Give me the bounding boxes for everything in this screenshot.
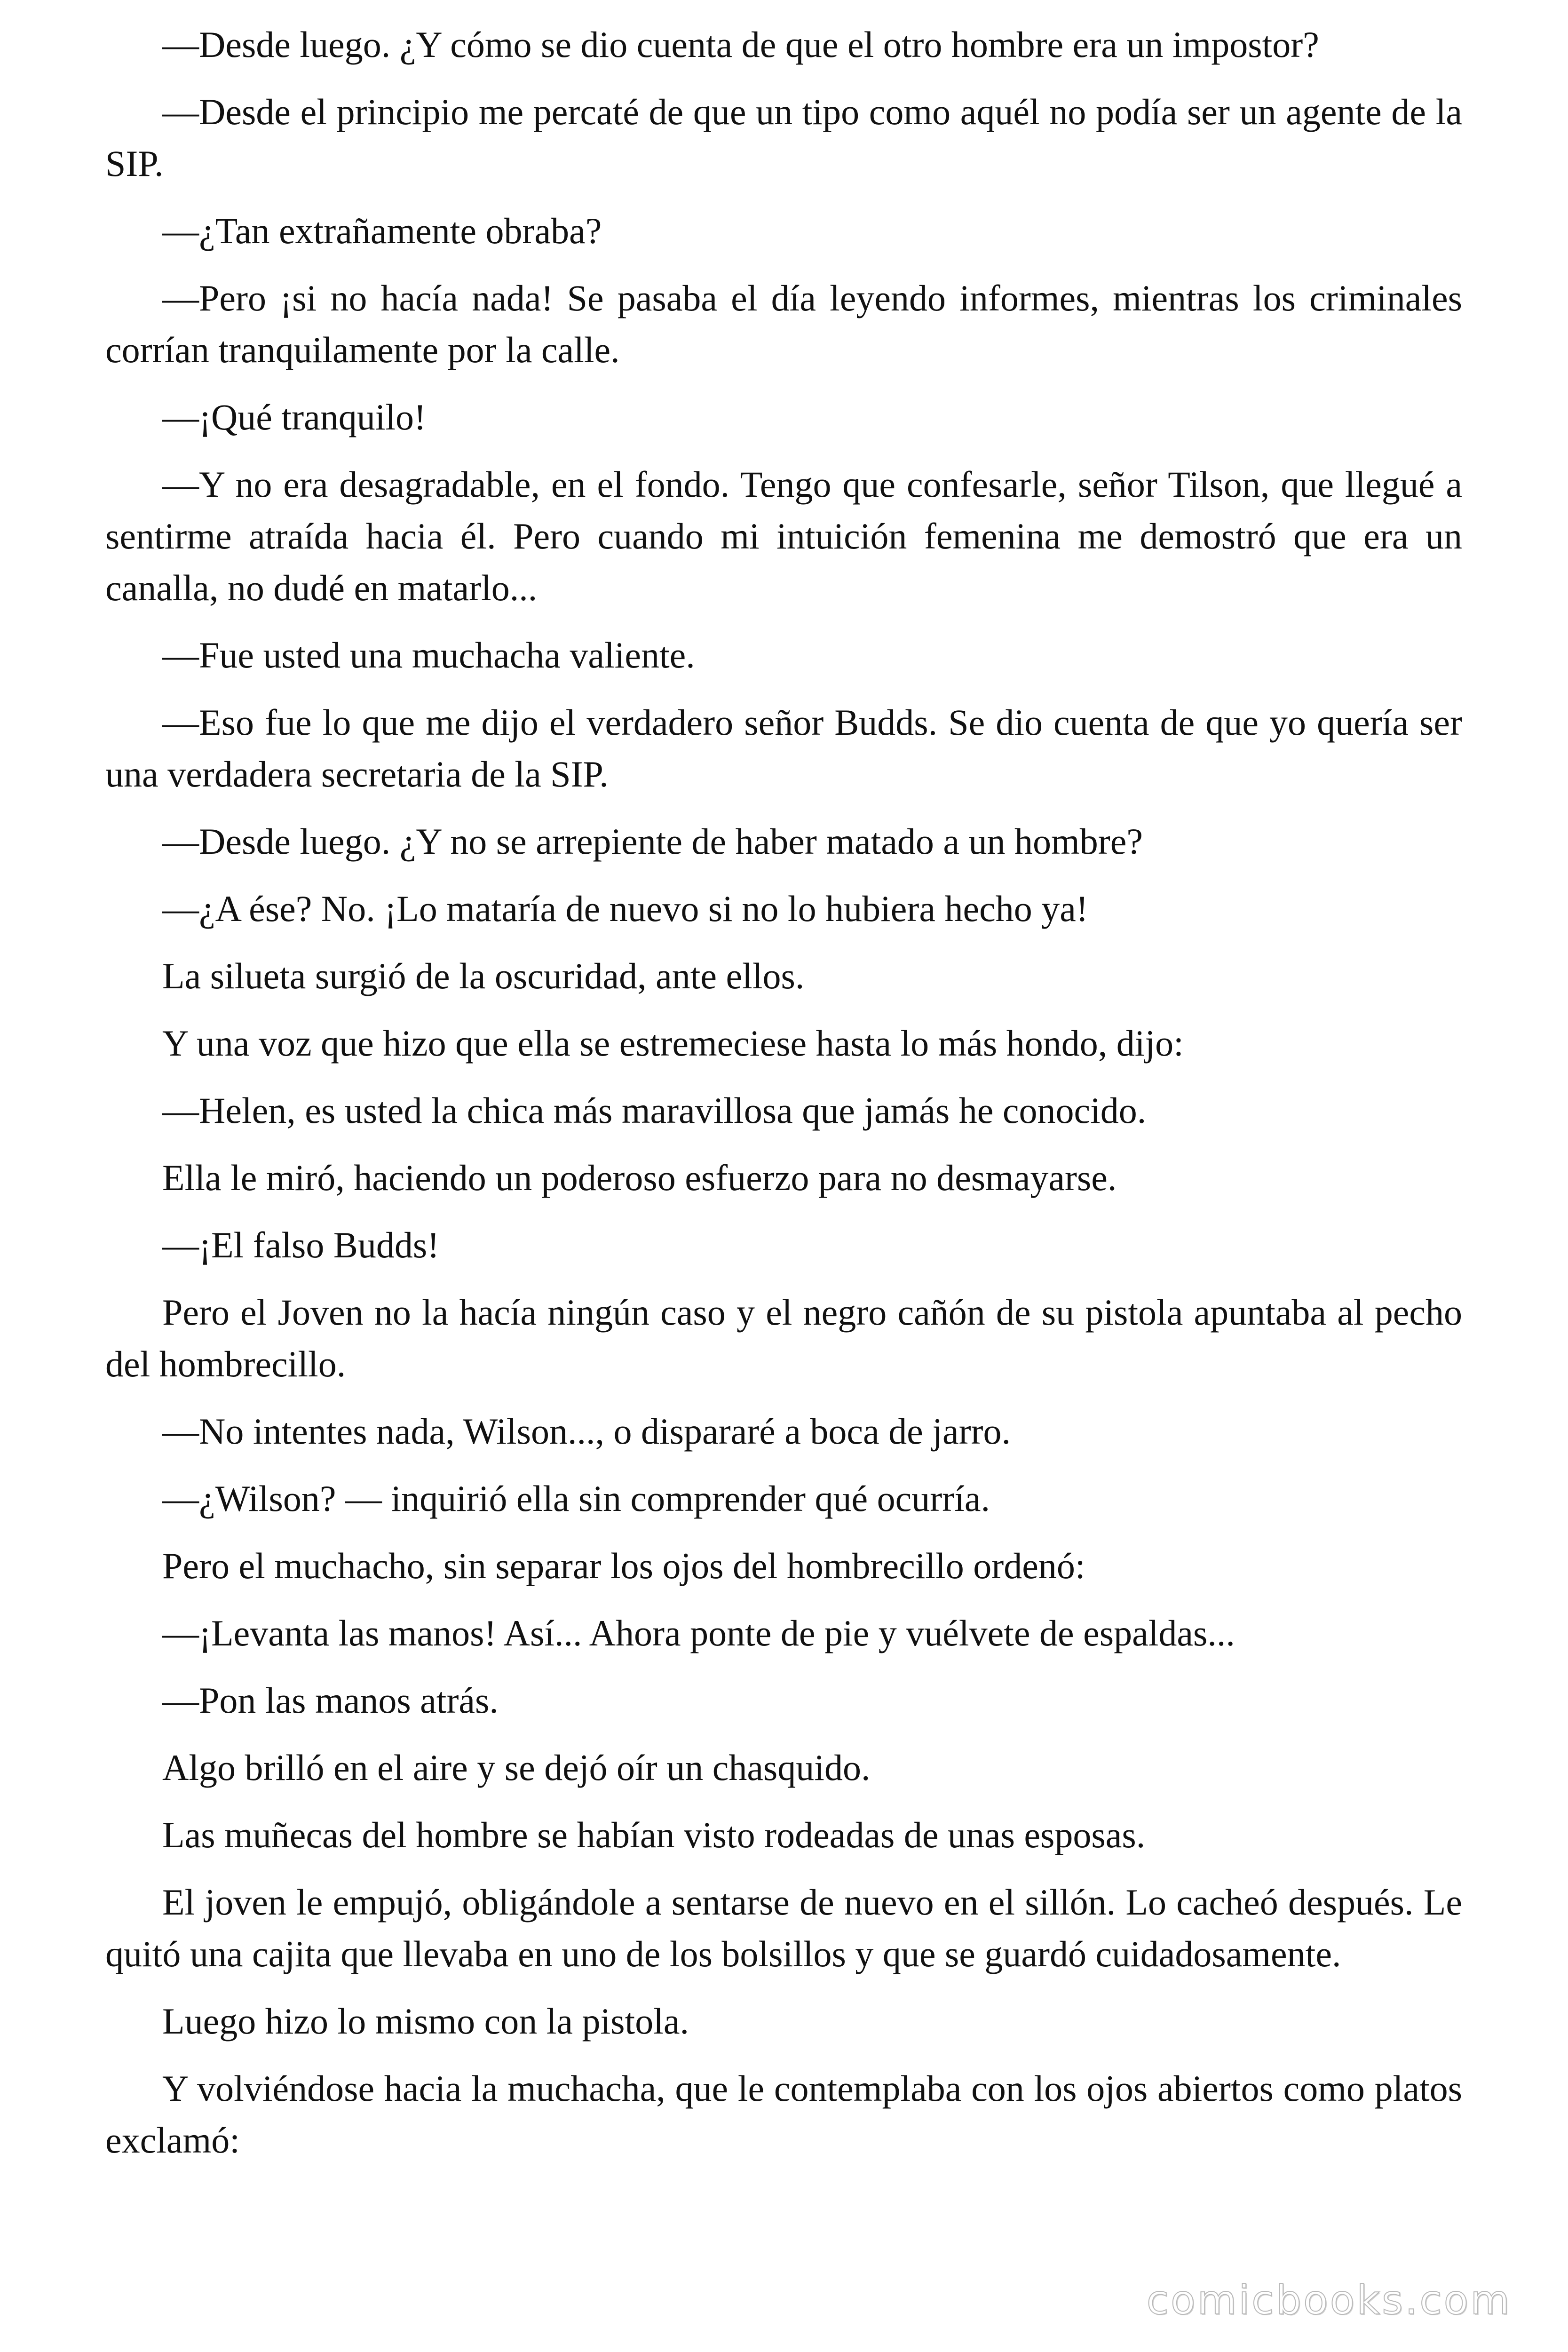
paragraph-10: —¿A ése? No. ¡Lo mataría de nuevo si no lo hubiera hecho ya!: [162, 888, 1088, 929]
paragraph-16: Pero el Joven no la hacía ningún caso y el negro cañón de su pistola apuntaba al pecho del hombrecillo.: [105, 1292, 1462, 1384]
paragraph-6: —Y no era desagradable, en el fondo. Tengo que confesarle, señor Tilson, que llegué a sentirme atraída hacia él. Pero cuando mi intuición femenina me demostró que era un canalla, no dudé en matarlo...: [105, 464, 1462, 608]
paragraph-24: El joven le empujó, obligándole a sentarse de nuevo en el sillón. Lo cacheó después. Le quitó una cajita que llevaba en uno de los bolsillos y que se guardó cuidadosamente.: [105, 1882, 1462, 1974]
paragraph-21: —Pon las manos atrás.: [162, 1680, 499, 1721]
paragraph-9: —Desde luego. ¿Y no se arrepiente de haber matado a un hombre?: [162, 821, 1143, 862]
paragraph-4: —Pero ¡si no hacía nada! Se pasaba el día leyendo informes, mientras los criminales corrían tranquilamente por la calle.: [105, 278, 1462, 370]
paragraph-7: —Fue usted una muchacha valiente.: [162, 635, 695, 675]
paragraph-8: —Eso fue lo que me dijo el verdadero señor Budds. Se dio cuenta de que yo quería ser una verdadera secretaria de la SIP.: [105, 702, 1462, 795]
watermark: comicbooks.com: [1146, 2277, 1512, 2324]
paragraph-12: Y una voz que hizo que ella se estremeciese hasta lo más hondo, dijo:: [162, 1023, 1184, 1064]
paragraph-3: —¿Tan extrañamente obraba?: [162, 210, 602, 251]
paragraph-26: Y volviéndose hacia la muchacha, que le contemplaba con los ojos abiertos como platos exclamó:: [105, 2068, 1462, 2161]
paragraph-17: —No intentes nada, Wilson..., o dispararé a boca de jarro.: [162, 1411, 1011, 1452]
paragraph-25: Luego hizo lo mismo con la pistola.: [162, 2001, 689, 2042]
paragraph-14: Ella le miró, haciendo un poderoso esfuerzo para no desmayarse.: [162, 1157, 1117, 1198]
paragraph-5: —¡Qué tranquilo!: [162, 397, 427, 437]
paragraph-11: La silueta surgió de la oscuridad, ante ellos.: [162, 955, 805, 996]
paragraph-23: Las muñecas del hombre se habían visto rodeadas de unas esposas.: [162, 1814, 1146, 1855]
paragraph-20: —¡Levanta las manos! Así... Ahora ponte de pie y vuélvete de espaldas...: [162, 1613, 1235, 1653]
paragraph-1: —Desde luego. ¿Y cómo se dio cuenta de que el otro hombre era un impostor?: [162, 24, 1319, 65]
paragraph-19: Pero el muchacho, sin separar los ojos del hombrecillo ordenó:: [162, 1545, 1085, 1586]
page-body: [105, 19, 1462, 2182]
paragraph-18: —¿Wilson? — inquirió ella sin comprender qué ocurría.: [162, 1478, 990, 1519]
paragraph-22: Algo brilló en el aire y se dejó oír un chasquido.: [162, 1747, 871, 1788]
paragraph-13: —Helen, es usted la chica más maravillosa que jamás he conocido.: [162, 1090, 1147, 1131]
paragraph-15: —¡El falso Budds!: [162, 1224, 440, 1265]
paragraph-2: —Desde el principio me percaté de que un tipo como aquél no podía ser un agente de la SIP.: [105, 91, 1462, 184]
